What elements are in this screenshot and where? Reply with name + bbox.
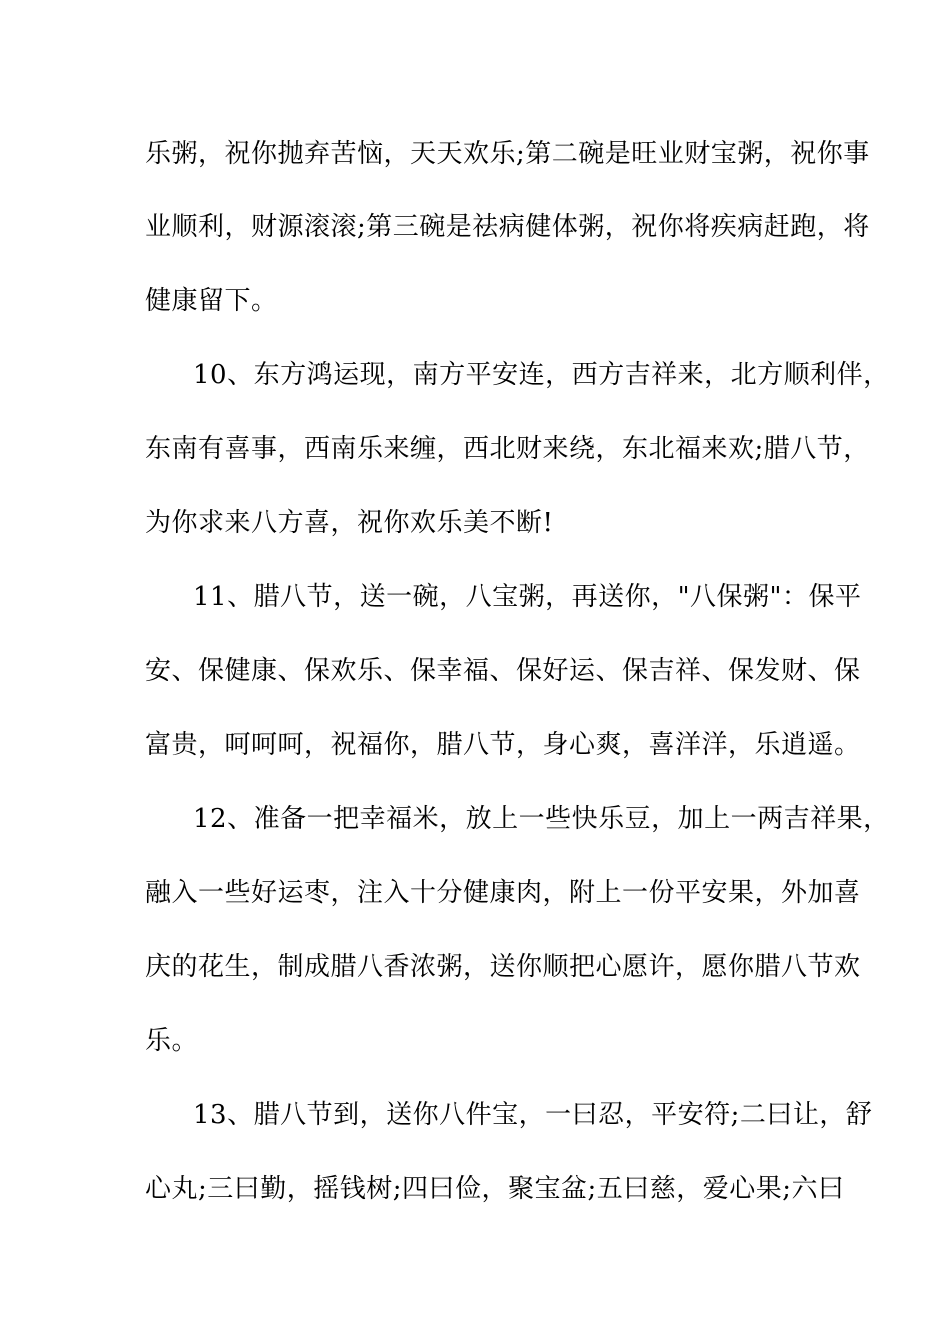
paragraph-line: 10、东方鸿运现，南方平安连，西方吉祥来，北方顺利伴， <box>193 360 890 390</box>
paragraph-line: 庆的花生，制成腊八香浓粥，送你顺把心愿许，愿你腊八节欢 <box>145 952 861 982</box>
paragraph-line: 为你求来八方喜，祝你欢乐美不断! <box>145 508 554 538</box>
paragraph-line: 乐。 <box>145 1026 199 1056</box>
paragraph-line: 13、腊八节到，送你八件宝，一曰忍，平安符;二曰让，舒 <box>193 1100 873 1130</box>
paragraph-line: 乐粥，祝你抛弃苦恼，天天欢乐;第二碗是旺业财宝粥，祝你事 <box>145 139 870 169</box>
paragraph-line: 东南有喜事，西南乐来缠，西北财来绕，东北福来欢;腊八节， <box>145 434 870 464</box>
paragraph-line: 11、腊八节，送一碗，八宝粥，再送你，"八保粥"：保平 <box>193 582 862 612</box>
paragraph-line: 富贵，呵呵呵，祝福你，腊八节，身心爽，喜洋洋，乐逍遥。 <box>145 730 861 760</box>
paragraph-line: 业顺利，财源滚滚;第三碗是祛病健体粥，祝你将疾病赶跑，将 <box>145 212 870 242</box>
paragraph-line: 融入一些好运枣，注入十分健康肉，附上一份平安果，外加喜 <box>145 878 861 908</box>
paragraph-line: 12、准备一把幸福米，放上一些快乐豆，加上一两吉祥果， <box>193 804 890 834</box>
paragraph-line: 心丸;三曰勤，摇钱树;四曰俭，聚宝盆;五曰慈，爱心果;六曰 <box>145 1174 845 1204</box>
paragraph-line: 健康留下。 <box>145 286 278 316</box>
paragraph-line: 安、保健康、保欢乐、保幸福、保好运、保吉祥、保发财、保 <box>145 656 861 686</box>
